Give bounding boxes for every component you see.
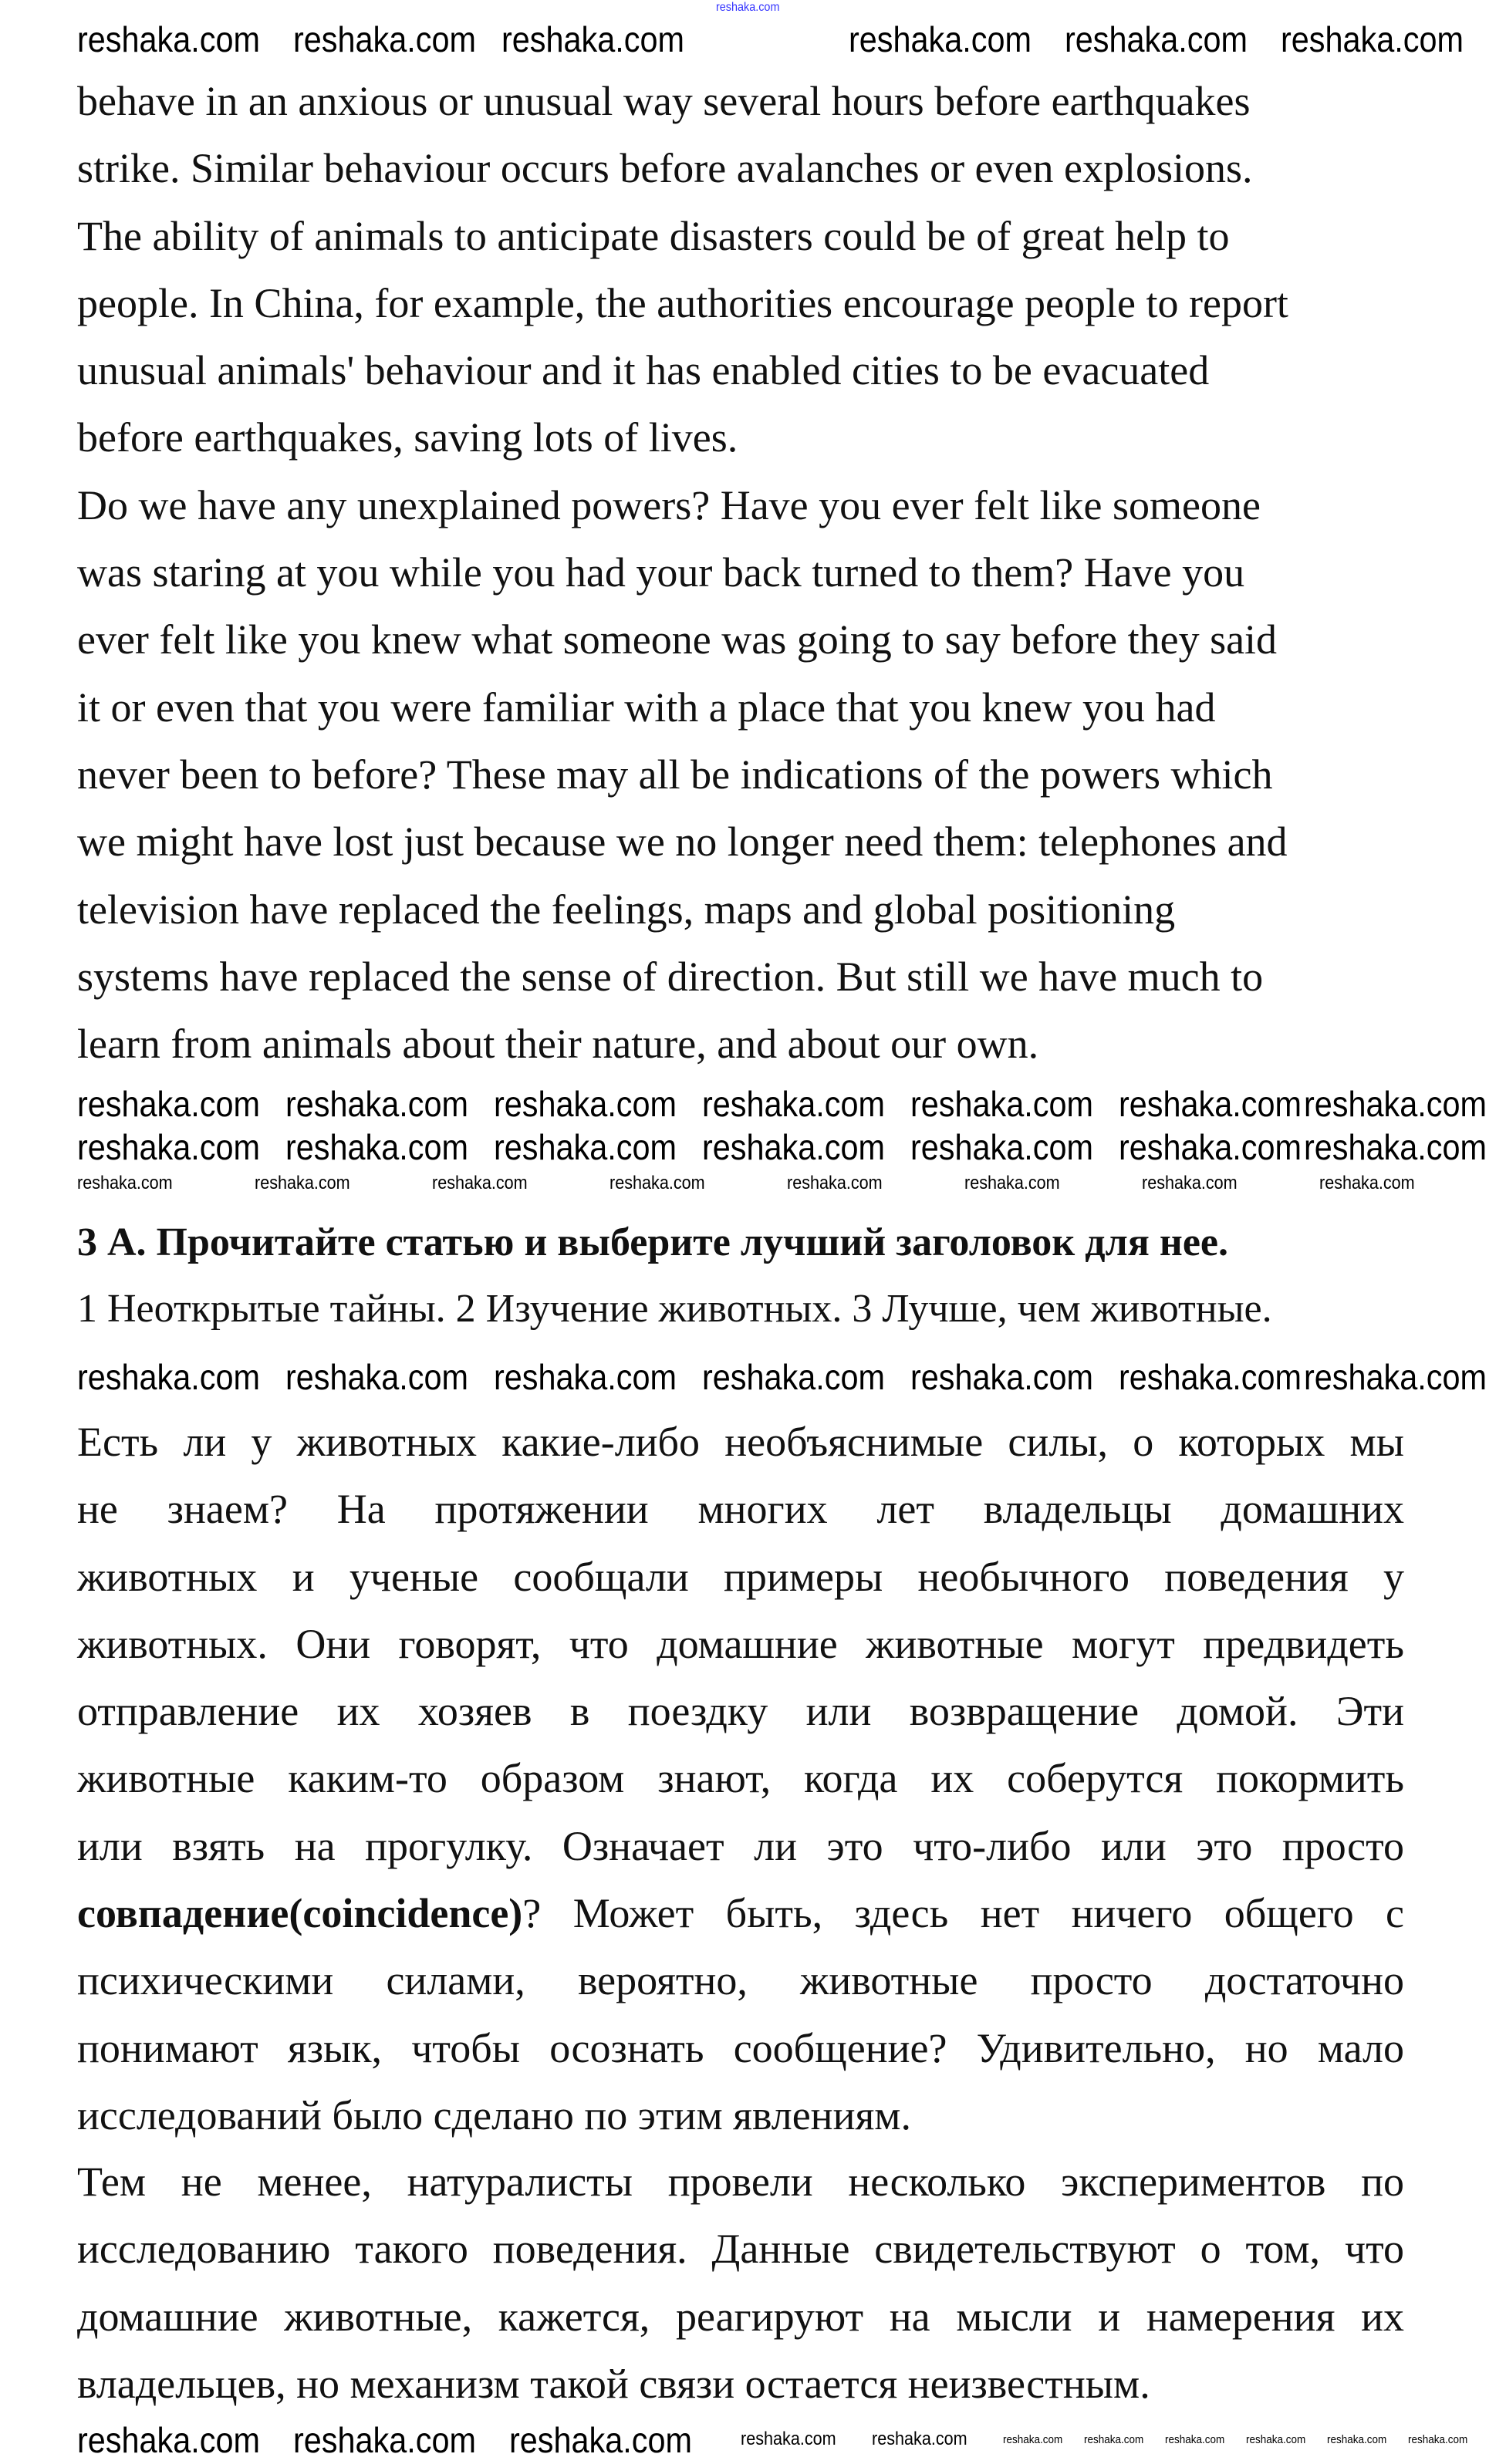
text-line: понимают язык, чтобы осознать сообщение? Удивительно, но мало <box>77 2024 1404 2071</box>
text-line: learn from animals about their nature, and about our own. <box>77 1021 1039 1068</box>
watermark: reshaka.com <box>702 1357 886 1397</box>
watermark: reshaka.com <box>255 1173 350 1193</box>
watermark: reshaka.com <box>1003 2433 1063 2446</box>
task-options: 1 Неоткрытые тайны. 2 Изучение животных. 3 Лучше, чем животные. <box>77 1287 1272 1331</box>
watermark: reshaka.com <box>609 1173 705 1193</box>
text-line: unusual animals' behaviour and it has enabled cities to be evacuated <box>77 347 1210 394</box>
text-line <box>77 1880 1404 1947</box>
watermark: reshaka.com <box>1084 2433 1144 2446</box>
text-line: television have replaced the feelings, maps and global positioning <box>77 886 1176 933</box>
text-line: домашние животные, кажется, реагируют на мысли и намерения их <box>77 2293 1404 2340</box>
text-line: не знаем? На протяжении многих лет владельцы домашних <box>77 1486 1404 1533</box>
watermark: reshaka.com <box>741 2429 836 2449</box>
text-line: животные каким-то образом знают, когда их соберутся покормить <box>77 1755 1404 1802</box>
watermark: reshaka.com <box>910 1357 1094 1397</box>
watermark: reshaka.com <box>1304 1357 1487 1397</box>
watermark: reshaka.com <box>285 1127 469 1167</box>
watermark-top: reshaka.com <box>716 1 780 14</box>
text-line: was staring at you while you had your back turned to them? Have you <box>77 549 1245 596</box>
text-line: strike. Similar behaviour occurs before avalanches or even explosions. <box>77 145 1253 192</box>
text-line: before earthquakes, saving lots of lives. <box>77 414 738 461</box>
watermark: reshaka.com <box>1165 2433 1225 2446</box>
task-heading: 3 А. Прочитайте статью и выберите лучший заголовок для нее. <box>77 1220 1229 1264</box>
watermark: reshaka.com <box>1319 1173 1415 1193</box>
text-line: behave in an anxious or unusual way several hours before earthquakes <box>77 78 1251 124</box>
watermark: reshaka.com <box>77 1084 261 1124</box>
text-line: people. In China, for example, the authorities encourage people to report <box>77 279 1288 326</box>
text-line: отправление их хозяев в поездку или возвращение домой. Эти <box>77 1688 1404 1735</box>
text-line: it or even that you were familiar with a place that you knew you had <box>77 684 1216 731</box>
text-line: never been to before? These may all be indications of the powers which <box>77 751 1273 798</box>
text-line: владельцев, но механизм такой связи остается неизвестным. <box>77 2360 1150 2407</box>
watermark: reshaka.com <box>872 2429 967 2449</box>
watermark: reshaka.com <box>509 2420 693 2460</box>
watermark: reshaka.com <box>1304 1084 1487 1124</box>
watermark: reshaka.com <box>702 1127 886 1167</box>
watermark: reshaka.com <box>77 2420 261 2460</box>
watermark: reshaka.com <box>501 19 685 59</box>
english-paragraph-1 <box>77 68 1404 1078</box>
watermark: reshaka.com <box>910 1127 1094 1167</box>
text-line: systems have replaced the sense of direction. But still we have much to <box>77 953 1264 1000</box>
text-line: Есть ли у животных какие-либо необъяснимые силы, о которых мы <box>77 1419 1404 1465</box>
watermark: reshaka.com <box>77 19 261 59</box>
text-line: или взять на прогулку. Означает ли это что-либо или это просто <box>77 1822 1404 1869</box>
text-line: Do we have any unexplained powers? Have you ever felt like someone <box>77 481 1261 528</box>
watermark: reshaka.com <box>494 1127 677 1167</box>
text-line: we might have lost just because we no longer need them: telephones and <box>77 819 1288 866</box>
watermark: reshaka.com <box>1327 2433 1387 2446</box>
watermark: reshaka.com <box>1119 1357 1302 1397</box>
text-line: The ability of animals to anticipate disasters could be of great help to <box>77 212 1230 259</box>
watermark: reshaka.com <box>494 1084 677 1124</box>
text-fragment: ? Может быть, здесь нет ничего общего с <box>522 1890 1404 1937</box>
text-line: психическими силами, вероятно, животные просто достаточно <box>77 1957 1404 2004</box>
text-line: исследованию такого поведения. Данные свидетельствуют о том, что <box>77 2226 1404 2273</box>
watermark: reshaka.com <box>1246 2433 1306 2446</box>
watermark: reshaka.com <box>77 1127 261 1167</box>
watermark: reshaka.com <box>1065 19 1248 59</box>
watermark: reshaka.com <box>494 1357 677 1397</box>
watermark: reshaka.com <box>1119 1084 1302 1124</box>
text-line: животных. Они говорят, что домашние животные могут предвидеть <box>77 1620 1404 1667</box>
watermark: reshaka.com <box>849 19 1032 59</box>
watermark: reshaka.com <box>1142 1173 1238 1193</box>
russian-paragraph-1 <box>77 1409 1404 2149</box>
watermark: reshaka.com <box>1304 1127 1487 1167</box>
watermark: reshaka.com <box>702 1084 886 1124</box>
text-line: ever felt like you knew what someone was going to say before they said <box>77 616 1278 663</box>
watermark: reshaka.com <box>293 19 477 59</box>
watermark: reshaka.com <box>787 1173 883 1193</box>
watermark: reshaka.com <box>1119 1127 1302 1167</box>
watermark: reshaka.com <box>285 1357 469 1397</box>
watermark: reshaka.com <box>432 1173 528 1193</box>
text-line: исследований было сделано по этим явлениям. <box>77 2091 911 2138</box>
watermark: reshaka.com <box>1281 19 1464 59</box>
russian-paragraph-2 <box>77 2148 1404 2418</box>
text-line: Тем не менее, натуралисты провели несколько экспериментов по <box>77 2159 1404 2205</box>
watermark: reshaka.com <box>77 1173 173 1193</box>
bold-term: совпадение(coincidence) <box>77 1890 523 1937</box>
watermark: reshaka.com <box>964 1173 1060 1193</box>
text-line: животных и ученые сообщали примеры необычного поведения у <box>77 1553 1404 1600</box>
watermark: reshaka.com <box>1408 2433 1468 2446</box>
watermark: reshaka.com <box>293 2420 477 2460</box>
watermark: reshaka.com <box>910 1084 1094 1124</box>
watermark: reshaka.com <box>285 1084 469 1124</box>
watermark: reshaka.com <box>77 1357 261 1397</box>
